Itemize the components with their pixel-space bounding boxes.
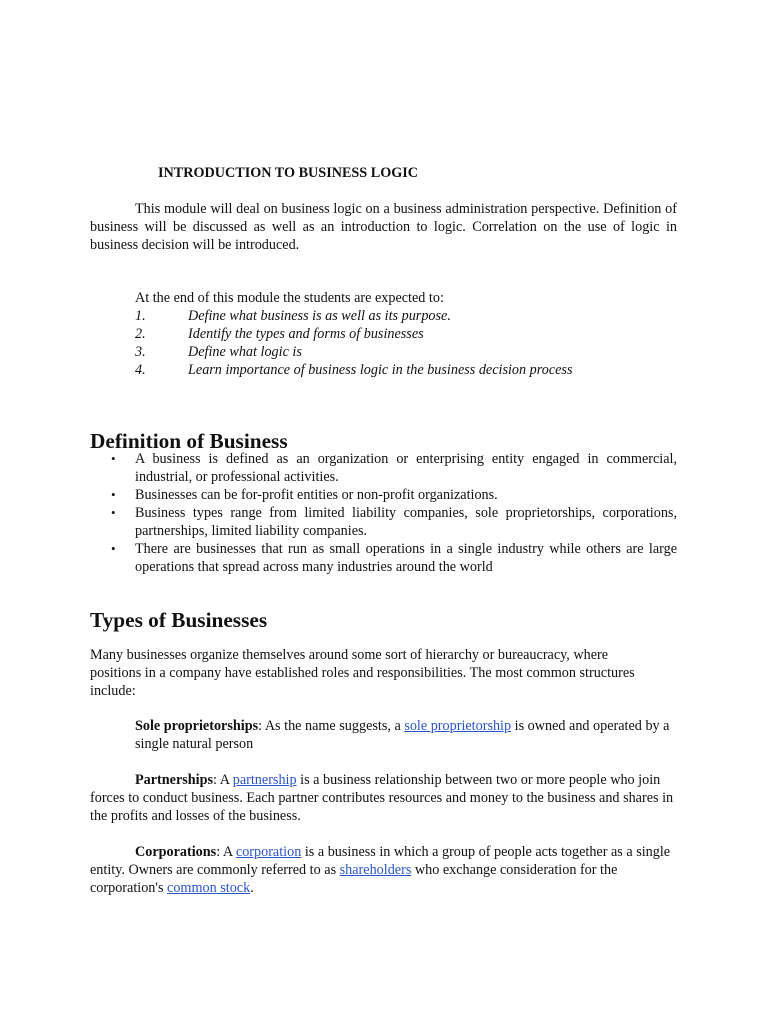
objective-item xyxy=(135,361,695,379)
page-title: INTRODUCTION TO BUSINESS LOGIC xyxy=(158,165,419,181)
bullet-item xyxy=(90,540,677,576)
objective-item xyxy=(135,343,695,361)
definition-bullet-list xyxy=(90,450,677,576)
objective-item xyxy=(135,325,695,343)
objective-number: 2. xyxy=(135,326,146,342)
bullet-icon: • xyxy=(111,505,116,520)
objectives-section xyxy=(135,289,695,379)
corporations-paragraph xyxy=(90,843,680,897)
corporations-pre-text: : A xyxy=(216,844,236,860)
bullet-item xyxy=(90,504,677,540)
corporations-post-text: . xyxy=(250,880,254,896)
shareholders-link[interactable]: shareholders xyxy=(339,862,412,878)
corporation-link[interactable]: corporation xyxy=(235,844,302,860)
types-heading: Types of Businesses xyxy=(90,608,268,632)
objective-text: Identify the types and forms of businesses xyxy=(188,326,424,342)
sole-pre-text: : As the name suggests, a xyxy=(258,718,405,734)
objective-text: Define what logic is xyxy=(188,344,302,360)
definition-heading: Definition of Business xyxy=(90,429,288,453)
partnerships-term: Partnerships xyxy=(135,772,214,788)
bullet-icon: • xyxy=(111,487,116,502)
partnerships-pre-text: : A xyxy=(213,772,233,788)
common-stock-link[interactable]: common stock xyxy=(167,880,251,896)
bullet-text: Businesses can be for-profit entities or non-profit organizations. xyxy=(135,487,498,503)
objective-number: 3. xyxy=(135,344,146,360)
partnership-link[interactable]: partnership xyxy=(232,772,297,788)
types-intro-paragraph: Many businesses organize themselves around some sort of hierarchy or bureaucracy, where positions in a company have established roles and responsibilities. The most common structures include: xyxy=(90,647,635,699)
bullet-text: Business types range from limited liability companies, sole proprietorships, corporations, partnerships, limited liability companies. xyxy=(135,505,677,539)
objective-text: Define what business is as well as its purpose. xyxy=(188,308,451,324)
corporations-mid-text: is a business in which a group of people acts together as a single entity. Owners are commonly referred to as xyxy=(90,844,671,878)
sole-proprietorship-link[interactable]: sole proprietorship xyxy=(404,718,512,734)
bullet-icon: • xyxy=(111,451,116,466)
bullet-item xyxy=(90,450,677,486)
objective-number: 1. xyxy=(135,308,146,324)
objective-text: Learn importance of business logic in the business decision process xyxy=(188,362,573,378)
partnerships-paragraph xyxy=(90,771,680,825)
bullet-text: There are businesses that run as small operations in a single industry while others are large operations that spread across many industries around the world xyxy=(135,541,677,575)
bullet-text: A business is defined as an organization or enterprising entity engaged in commercial, industrial, or professional activities. xyxy=(135,451,677,485)
corporations-term: Corporations xyxy=(135,844,217,860)
corporations-mid2-text: who exchange consideration for the corporation's xyxy=(90,862,618,896)
objective-number: 4. xyxy=(135,362,146,378)
sole-proprietorship-paragraph xyxy=(135,717,680,753)
intro-paragraph: This module will deal on business logic on a business administration perspective. Definition of business will be discussed as well as an introduction to logic. Correlation on the use of logic in business decision will be introduced. xyxy=(90,201,677,253)
sole-term: Sole proprietorships xyxy=(135,718,259,734)
bullet-icon: • xyxy=(111,541,116,556)
bullet-item xyxy=(90,486,677,504)
partnerships-post-text: is a business relationship between two or more people who join forces to conduct business. Each partner contributes resources and money to the business and shares in the profits and losses of the business. xyxy=(90,772,674,824)
objectives-lead: At the end of this module the students are expected to: xyxy=(135,290,444,306)
objective-item xyxy=(135,307,695,325)
sole-post-text: is owned and operated by a single natural person xyxy=(135,718,670,752)
objectives-list xyxy=(135,307,695,379)
